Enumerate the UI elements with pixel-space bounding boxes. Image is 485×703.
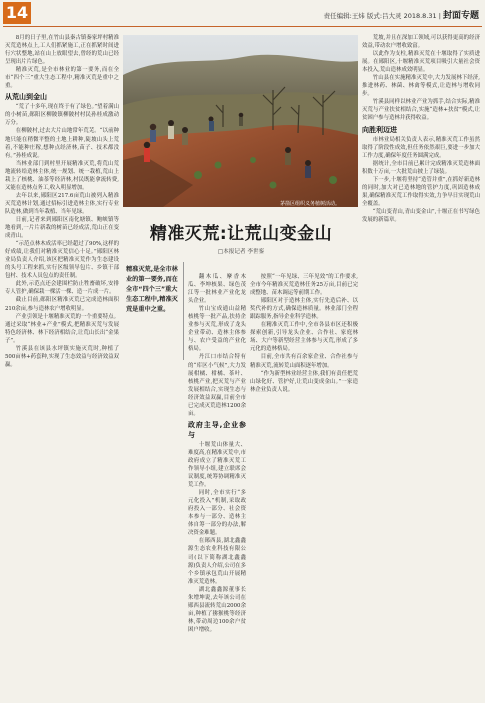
paragraph: 当林业部门到村里开展精准灭荒,将荒山荒地流转给造林主体,统一规划、统一栽植,荒山上栽上了核桃、油茶等经济林,村民既能拿流转费,又能在造林点务工,收入明显增加。 — [5, 160, 119, 191]
paragraph: 竹溪县在该县水坪镇实施灭荒时,种植了500亩林+药套种,实现了生态效益与经济效益双赢。 — [5, 345, 119, 368]
paragraph: 精准灭荒,是全市林业的第一要务,而在全市“四个三”重大生态工程中,精准灭荒是重中之重。 — [5, 67, 119, 90]
tree-planting-photo — [123, 35, 358, 207]
header-meta — [324, 8, 479, 21]
paragraph: 郧阳区对于造林主体,实行先造后补、以奖代补的方式,确保造林质量。林业部门全程跟踪服务,指导企业科学造林。 — [250, 298, 358, 321]
page-header — [0, 0, 485, 28]
paragraph: 8月的日子里,在竹山县秦古镇秦家坪村精准灭荒造林点上,工人们抓紧施工,正在抓紧时间进行穴状整地,站在山上放眼望去,曾经的荒山已经呈现出片片绿色。 — [5, 35, 119, 66]
page-number: 14 — [3, 2, 31, 24]
paragraph: “荒山变青山,青山变金山”,十堰正在书写绿色发展的新篇章。 — [362, 208, 480, 223]
column-1 — [5, 34, 119, 699]
section-subheading: 向胜利迈进 — [362, 125, 397, 134]
article-headline: 精准灭荒:让荒山变金山 — [149, 224, 333, 244]
section-subheading: 从荒山到金山 — [5, 93, 47, 102]
paragraph: 市林业局相关负责人表示,精准灭荒工作虽然取得了阶段性成效,但任务依然艰巨,要进一步加大工作力度,确保年度任务圆满完成。 — [362, 136, 480, 159]
paragraph: 同时,全市实行“多元化投入”机制,采取政府投入一部分、社会资本参与一部分、造林主体自筹一部分的办法,解决资金难题。 — [188, 490, 246, 537]
editor-info: 责任编辑:王炜 版式:吕大灵 2018.8.31 | — [323, 12, 443, 20]
paragraph: 荒坡,并且在深加工领域,可以获得更高的经济效益,带动农户增收致富。 — [362, 35, 480, 50]
column-2 — [188, 273, 246, 699]
paragraph: 产业引领是十堰精准灭荒的一个重要特点。通过采取“林业+产业”模式,把精准灭荒与发展特色经济林、林下经济相结合,让荒山长出“金果子”。 — [5, 313, 119, 344]
paragraph: 下一步,十堰将坚持“造管并重”,在抓好新造林的同时,加大对已造林地的管护力度,巩固造林成果,确保精准灭荒工作取得实效,力争早日实现荒山全覆盖。 — [362, 176, 480, 207]
paragraph: 此外,示范点还会建围栏防止牲畜破坏,安排专人管护,确保栽一棵活一棵、造一片成一片。 — [5, 281, 119, 296]
paragraph: 据统计,全市目前已累计完成精准灭荒造林面积数十万亩,一大批荒山披上了绿装。 — [362, 160, 480, 175]
paragraph: 日前,记者来到郧阳区南化塘镇、鲍峡镇等地看到,一片片新栽的树苗已经成活,荒山正在变成青山。 — [5, 216, 119, 240]
paragraph: 在柳陂村,过去大片山地常年荒芜。“以前种地只能在稍微平整的土地上耕种,陡坡山头上荒着,不能种庄稼,想种点经济林,苗子、技术都没有。”孙桂成说。 — [5, 128, 119, 159]
paragraph: 在郧西县,湖北鑫鑫源生态农业科技有限公司(以下简称湖北鑫鑫源)负责人介绍,公司在多个乡镇承包荒山开展精准灭荒造林。 — [188, 538, 246, 585]
paragraph: 翻木瓜、摩香木瓜、李坤核果、绿色茂江等一批林业产业化龙头企业。 — [188, 274, 246, 305]
column-3 — [250, 273, 358, 699]
pull-quote: 精准灭荒,是全市林业的第一要务,而在全市“四个三”重大生态工程中,精准灭荒是重中之重。 — [124, 262, 184, 360]
paragraph: 在精准灭荒工作中,全市各县市区还积极探索创新,引导龙头企业、合作社、家庭林场、大户等新型经营主体参与灭荒,形成了多元化的造林格局。 — [250, 322, 358, 353]
paragraph: “作为新型林业经营主体,我们有责任把荒山绿化好、管护好,让荒山变成金山。”一家造林企业负责人说。 — [250, 370, 358, 393]
paragraph: 按照“一年见绿、三年见效”的工作要求,全市今年精准灭荒造林任务25万亩,目前已完成整地、苗木调运等前期工作。 — [250, 274, 358, 297]
photo-caption: 茅箭区组织义务植树活动。 — [280, 201, 341, 207]
paragraph: “荒了十多年,现在终于有了绿色。”望着满山的小树苗,郧阳区柳陂镇柳陂村村民孙桂成激动万分。 — [5, 104, 119, 127]
column-4 — [362, 34, 480, 699]
paragraph: 湖北鑫鑫源董事长朱增坤说,去年该公司在郧西县流转荒山2000余亩,种植了猕猴桃等经济林,带动周边100余户贫困户增收。 — [188, 586, 246, 633]
header-rule — [3, 26, 482, 27]
paragraph: 目前,全市共有百余家企业、合作社参与精准灭荒,流转荒山面积逐年增加。 — [250, 354, 358, 369]
news-photo — [123, 35, 358, 207]
paragraph: 截止目前,郧阳区精准灭荒已完成造林面积210余亩,参与造林农户增收明显。 — [5, 297, 119, 312]
paragraph: 竹山县在实施精准灭荒中,大力发展林下经济,推进林药、林菌、林禽等模式,让造林与增收同步。 — [362, 75, 480, 98]
paragraph: 以此作为支柱,精准灭荒在十堰取得了实质进展。在郧阳区,十堰精准灭荒项目吸引大量社会资本投入,荒山造林成效明显。 — [362, 51, 480, 74]
section-title: 封面专题 — [442, 11, 479, 21]
section-subheading: 政府主导,企业参与 — [188, 420, 246, 439]
paragraph: 竹溪县同样以林业产业为抓手,结合实际,精准灭荒与产业扶贫相结合,实施“造林+扶贫”模式,让贫困户参与造林并获得收益。 — [362, 99, 480, 122]
paragraph: 十堰荒山体量大、难度高,在精准灭荒中,市政府成立了精准灭荒工作领导小组,建立联席会议制度,统筹协调精准灭荒工作。 — [188, 441, 246, 489]
article-byline: □本报记者 李世銮 — [217, 249, 265, 255]
paragraph: 丹江口市结合特有的“库区小气候”,大力发展柑橘、柑橘、茶叶、核桃产业,把灭荒与产业发展相结合,实现生态与经济效益双赢,目前全市已完成灭荒造林1200余亩。 — [188, 354, 246, 417]
paragraph: “示范点林木成活率已经超过了90%,这样的好成绩,让我们对精准灭荒信心十足。”郧阳区林业局负责人介绍,该区把精准灭荒作为生态建设的头号工程来抓,实行区级领导包片、乡镇干部包村、技术人员包点的责任制。 — [5, 241, 119, 280]
paragraph: 去年以来,郧阳区217.6亩荒山被列入精准灭荒造林计划,通过招标引进造林主体,实行专业队造林,做到当年栽植、当年见绿。 — [5, 192, 119, 215]
paragraph: 竹山宝成通山益精核桃等一批产品,扶持企业参与灭荒,形成了龙头企业带动、造林主体参与、农户受益的产业化格局。 — [188, 306, 246, 353]
